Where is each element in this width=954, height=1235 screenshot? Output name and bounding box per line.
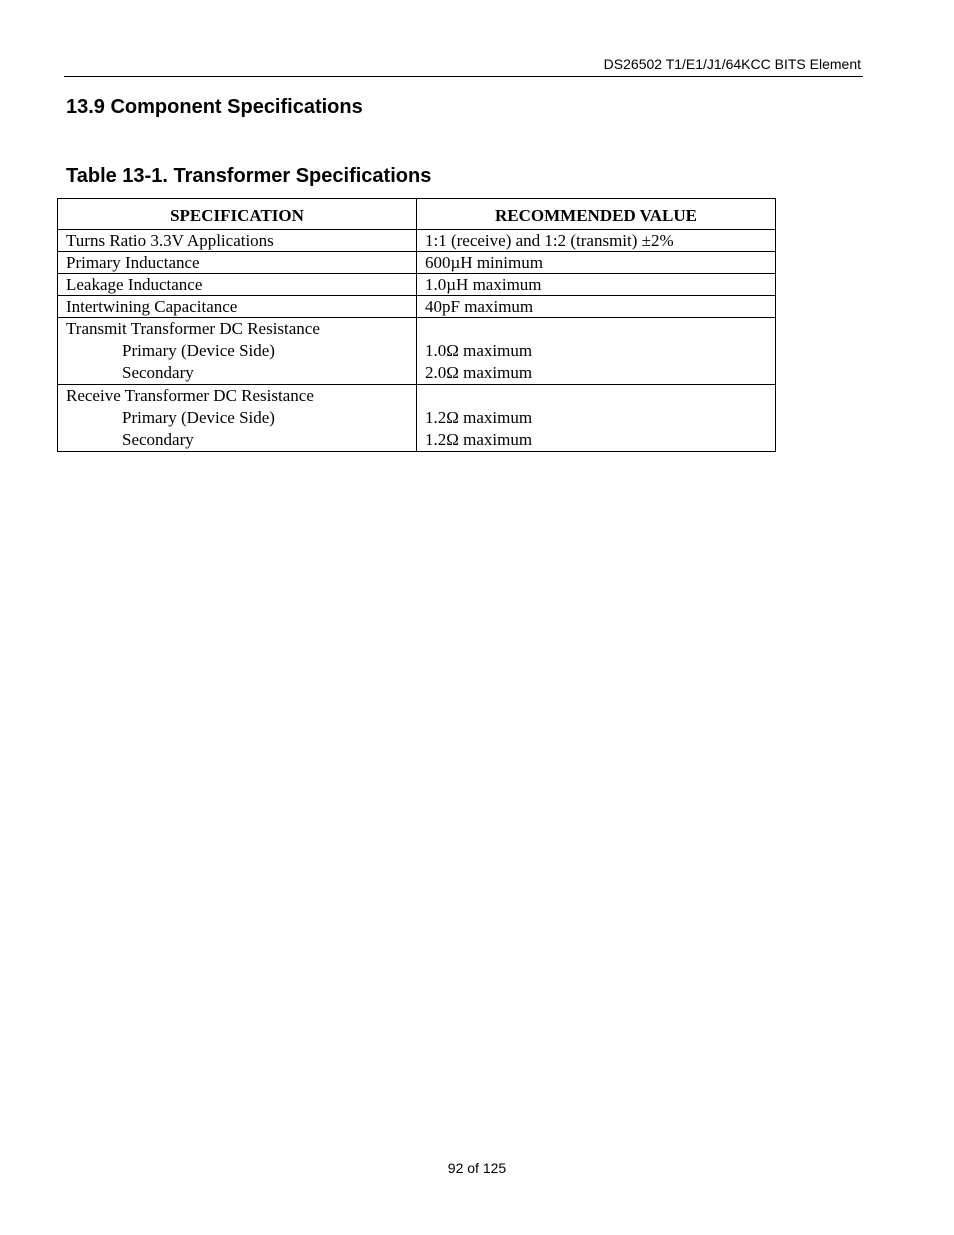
spec-cell: Leakage Inductance	[58, 274, 417, 296]
blank-line	[425, 318, 767, 340]
spec-cell: Primary Inductance	[58, 252, 417, 274]
column-header-recommended-value: RECOMMENDED VALUE	[417, 199, 776, 230]
group-item-spec: Primary (Device Side)	[122, 341, 275, 360]
column-header-specification: SPECIFICATION	[58, 199, 417, 230]
value-cell	[417, 318, 776, 385]
header-divider	[64, 76, 863, 77]
spec-cell	[58, 318, 417, 385]
group-item-value: 1.2Ω maximum	[425, 430, 533, 449]
table-row-group-receive	[58, 385, 776, 452]
table-row	[58, 296, 776, 318]
value-cell	[417, 385, 776, 452]
table-row-group-transmit	[58, 318, 776, 385]
document-title: DS26502 T1/E1/J1/64KCC BITS Element	[603, 56, 861, 72]
group-item-spec: Secondary	[122, 430, 194, 449]
spec-cell: Intertwining Capacitance	[58, 296, 417, 318]
group-title: Transmit Transformer DC Resistance	[66, 319, 320, 338]
spec-cell	[58, 385, 417, 452]
group-item-spec: Primary (Device Side)	[122, 408, 275, 427]
group-item-spec: Secondary	[122, 363, 194, 382]
transformer-specifications-table	[57, 198, 776, 452]
value-cell: 1:1 (receive) and 1:2 (transmit) ±2%	[417, 230, 776, 252]
blank-line	[425, 385, 767, 407]
table-row	[58, 230, 776, 252]
table-header-row	[58, 199, 776, 230]
value-cell: 600µH minimum	[417, 252, 776, 274]
group-item-value: 1.0Ω maximum	[425, 341, 533, 360]
value-cell: 1.0µH maximum	[417, 274, 776, 296]
group-title: Receive Transformer DC Resistance	[66, 386, 314, 405]
table-row	[58, 274, 776, 296]
table-row	[58, 252, 776, 274]
page-number: 92 of 125	[447, 1160, 507, 1176]
value-cell: 40pF maximum	[417, 296, 776, 318]
spec-cell: Turns Ratio 3.3V Applications	[58, 230, 417, 252]
group-item-value: 1.2Ω maximum	[425, 408, 533, 427]
section-heading: 13.9 Component Specifications	[66, 96, 363, 118]
table-caption: Table 13-1. Transformer Specifications	[66, 165, 432, 187]
group-item-value: 2.0Ω maximum	[425, 363, 533, 382]
